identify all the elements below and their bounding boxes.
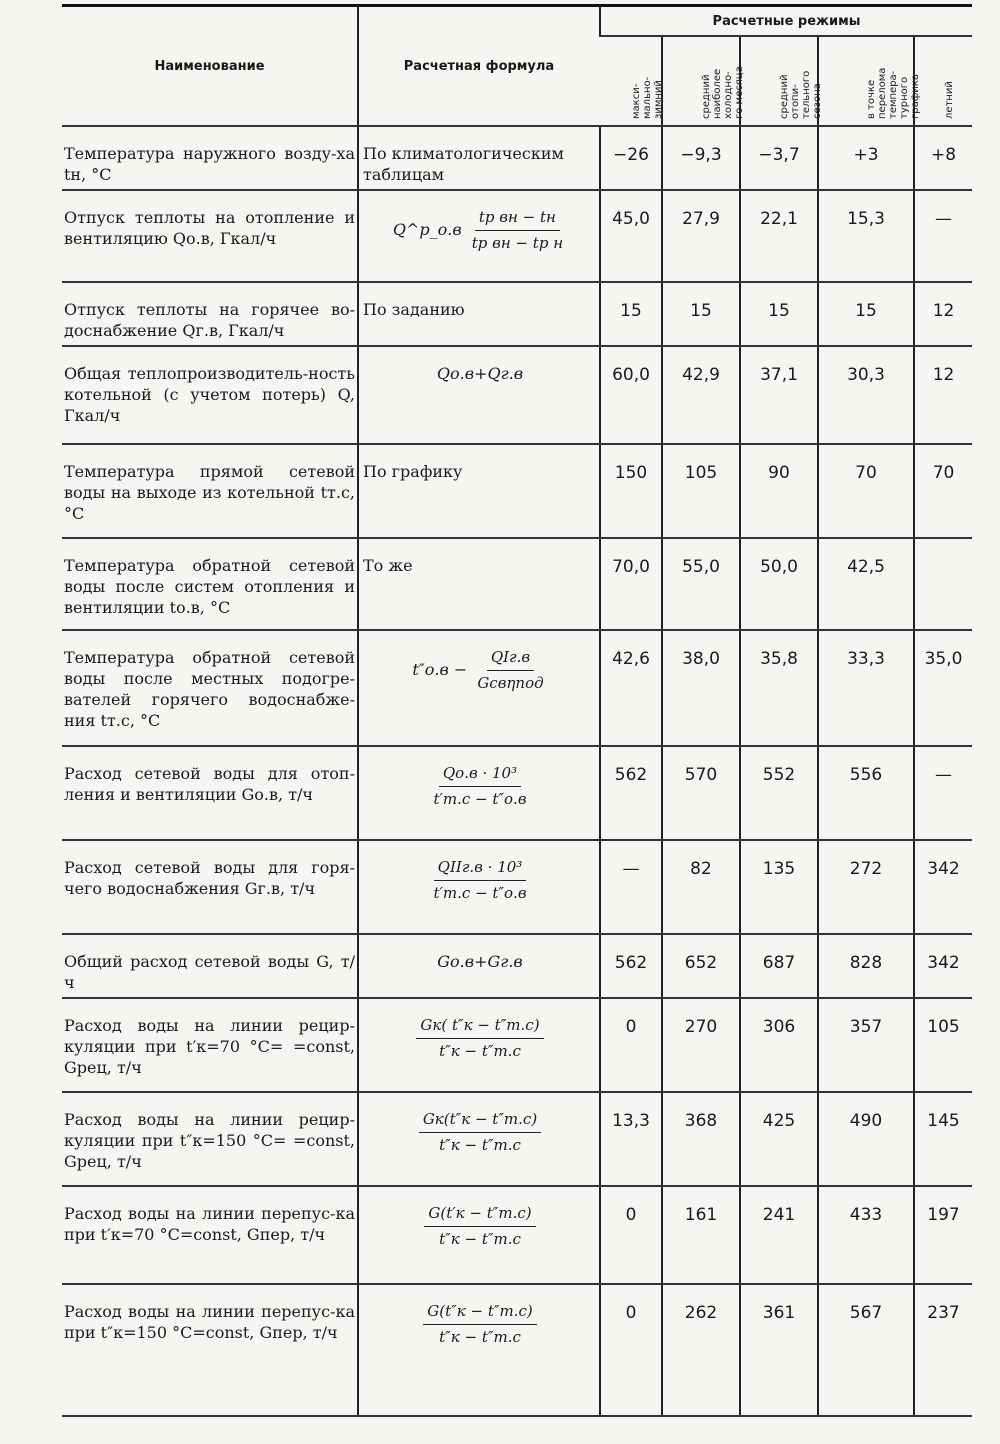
row-name: Расход сетевой воды для отоп-ления и вентиляции Gо.в, т/ч [62,746,358,840]
row-formula [358,126,600,190]
header-column-0 [600,36,662,126]
value-cell: 0 [600,1284,662,1416]
formula-fraction [423,1301,536,1348]
value-cell: 197 [914,1186,972,1284]
table-row [62,190,972,282]
fraction-denominator: t″к − t″т.с [439,1230,521,1248]
row-formula [358,934,600,998]
formula-fraction [468,207,567,254]
value-cell: — [914,190,972,282]
header-column-1 [662,36,745,126]
value-cell: 556 [818,746,914,840]
header-column-4 [914,36,972,126]
value-cell: 567 [818,1284,914,1416]
table-row [62,630,972,746]
value-cell: 272 [818,840,914,934]
row-name: Отпуск теплоты на горячее во-доснабжение Qг.в, Гкал/ч [62,282,358,346]
table-row [62,746,972,840]
value-cell: 45,0 [600,190,662,282]
row-name: Отпуск теплоты на отопление и вентиляцию Qо.в, Гкал/ч [62,190,358,282]
row-name: Температура обратной сетевой воды после систем отопления и вентиляции tо.в, °С [62,538,358,630]
value-cell: 570 [662,746,740,840]
table-row [62,444,972,538]
value-cell: 342 [914,840,972,934]
value-cell: 433 [818,1186,914,1284]
row-formula [358,190,600,282]
value-cell: 15 [818,282,914,346]
header-column-label: летний [943,81,955,119]
value-cell: 105 [914,998,972,1092]
header-column-label: в точке перелома темпера- турного графика [866,67,921,119]
value-cell: 342 [914,934,972,998]
row-name: Температура обратной сетевой воды после местных подогре-вателей горячего водоснабже-ния tт.с, °С [62,630,358,746]
row-formula [358,538,600,630]
table-row [62,1092,972,1186]
formula-lead: Q^р_о.в [392,220,462,239]
value-cell: 12 [914,346,972,444]
value-cell: 42,5 [818,538,914,630]
value-cell: 0 [600,1186,662,1284]
value-cell: 552 [740,746,818,840]
value-cell: 60,0 [600,346,662,444]
value-cell: 368 [662,1092,740,1186]
value-cell: 490 [818,1092,914,1186]
table-row [62,126,972,190]
row-formula [358,630,600,746]
fraction-numerator: QIIг.в · 10³ [434,857,527,881]
value-cell: 30,3 [818,346,914,444]
row-formula [358,444,600,538]
row-name: Расход воды на линии перепус-ка при t″к=150 °С=const, Gпер, т/ч [62,1284,358,1416]
value-cell: — [914,746,972,840]
value-cell: −9,3 [662,126,740,190]
fraction-numerator: Gк( t″к − t″т.с) [416,1015,543,1039]
formula-text: Qо.в+Qг.в [436,364,524,383]
row-name: Расход воды на линии рецир-куляции при t″к=150 °С= =const, Gрец, т/ч [62,1092,358,1186]
value-cell: 37,1 [740,346,818,444]
table-row [62,840,972,934]
value-cell: 15,3 [818,190,914,282]
fraction-numerator: QIг.в [487,647,534,671]
value-cell: 13,3 [600,1092,662,1186]
value-cell: 150 [600,444,662,538]
value-cell: −3,7 [740,126,818,190]
value-cell: 270 [662,998,740,1092]
value-cell: −26 [600,126,662,190]
value-cell: 42,9 [662,346,740,444]
value-cell: 35,8 [740,630,818,746]
value-cell [914,538,972,630]
table-row [62,1186,972,1284]
formula-fraction [429,857,530,904]
row-formula [358,1186,600,1284]
value-cell: 70 [818,444,914,538]
row-name: Общая теплопроизводитель-ность котельной (с учетом потерь) Q, Гкал/ч [62,346,358,444]
value-cell: 562 [600,746,662,840]
value-cell: 361 [740,1284,818,1416]
row-formula [358,840,600,934]
header-column-3 [818,36,921,126]
formula-fraction [416,1015,543,1062]
header-column-label: макси- мально- зимний [630,76,664,119]
value-cell: 33,3 [818,630,914,746]
value-cell: 241 [740,1186,818,1284]
value-cell: 35,0 [914,630,972,746]
value-cell: +3 [818,126,914,190]
formula-fraction [473,647,547,694]
row-name: Расход сетевой воды для горя-чего водоснабжения Gг.в, т/ч [62,840,358,934]
value-cell: — [600,840,662,934]
value-cell: 237 [914,1284,972,1416]
header-column-label: средний отопи- тельного сезона [779,70,823,119]
row-name: Расход воды на линии рецир-куляции при t′к=70 °С= =const, Gрец, т/ч [62,998,358,1092]
fraction-numerator: G(t′к − t″т.с) [424,1203,535,1227]
formula-text: По климатологическим таблицам [363,144,564,184]
formula-text: По заданию [363,300,465,319]
row-name: Общий расход сетевой воды G, т/ч [62,934,358,998]
value-cell: 15 [600,282,662,346]
value-cell: 27,9 [662,190,740,282]
fraction-numerator: Gк(t″к − t″т.с) [419,1109,541,1133]
fraction-denominator: t″к − t″т.с [439,1042,521,1060]
value-cell: 828 [818,934,914,998]
value-cell: 262 [662,1284,740,1416]
value-cell: 50,0 [740,538,818,630]
fraction-denominator: t″к − t″т.с [439,1136,521,1154]
row-formula [358,282,600,346]
value-cell: 22,1 [740,190,818,282]
value-cell: +8 [914,126,972,190]
fraction-denominator: t′т.с − t″о.в [433,884,527,902]
header-column-label: средний наиболее холодно- го месяца [701,66,745,119]
header-name: Наименование [62,6,358,127]
row-formula [358,1092,600,1186]
value-cell: 15 [662,282,740,346]
row-formula [358,998,600,1092]
row-formula [358,746,600,840]
header-modes: Расчетные режимы [600,6,972,37]
value-cell: 38,0 [662,630,740,746]
value-cell: 105 [662,444,740,538]
fraction-numerator: G(t″к − t″т.с) [423,1301,536,1325]
fraction-denominator: Gcвηпод [477,674,544,692]
calculation-table [62,4,972,1417]
table-row [62,346,972,444]
row-name: Температура прямой сетевой воды на выходе из котельной tт.с, °С [62,444,358,538]
formula-text: По графику [363,462,463,481]
row-formula [358,1284,600,1416]
table-row [62,1284,972,1416]
table-row [62,538,972,630]
header-formula: Расчетная формула [358,6,600,127]
formula-fraction [429,763,530,810]
value-cell: 161 [662,1186,740,1284]
value-cell: 687 [740,934,818,998]
fraction-numerator: tр вн − tн [475,207,560,231]
value-cell: 42,6 [600,630,662,746]
formula-text: Gо.в+Gг.в [437,952,523,971]
table-row [62,934,972,998]
formula-fraction [419,1109,541,1156]
value-cell: 70 [914,444,972,538]
value-cell: 425 [740,1092,818,1186]
value-cell: 652 [662,934,740,998]
fraction-numerator: Qо.в · 10³ [439,763,521,787]
table-row [62,282,972,346]
table-row [62,998,972,1092]
fraction-denominator: t′т.с − t″о.в [433,790,527,808]
value-cell: 0 [600,998,662,1092]
header-column-2 [740,36,823,126]
row-formula [358,346,600,444]
fraction-denominator: t″к − t″т.с [439,1328,521,1346]
value-cell: 12 [914,282,972,346]
value-cell: 70,0 [600,538,662,630]
value-cell: 135 [740,840,818,934]
value-cell: 357 [818,998,914,1092]
row-name: Температура наружного возду-ха tн, °С [62,126,358,190]
formula-fraction [424,1203,535,1250]
row-name: Расход воды на линии перепус-ка при t′к=70 °С=const, Gпер, т/ч [62,1186,358,1284]
value-cell: 15 [740,282,818,346]
value-cell: 562 [600,934,662,998]
formula-text: То же [363,556,413,575]
value-cell: 82 [662,840,740,934]
formula-lead: t″о.в − [412,660,468,679]
value-cell: 90 [740,444,818,538]
value-cell: 145 [914,1092,972,1186]
value-cell: 55,0 [662,538,740,630]
value-cell: 306 [740,998,818,1092]
fraction-denominator: tр вн − tр н [471,234,564,252]
